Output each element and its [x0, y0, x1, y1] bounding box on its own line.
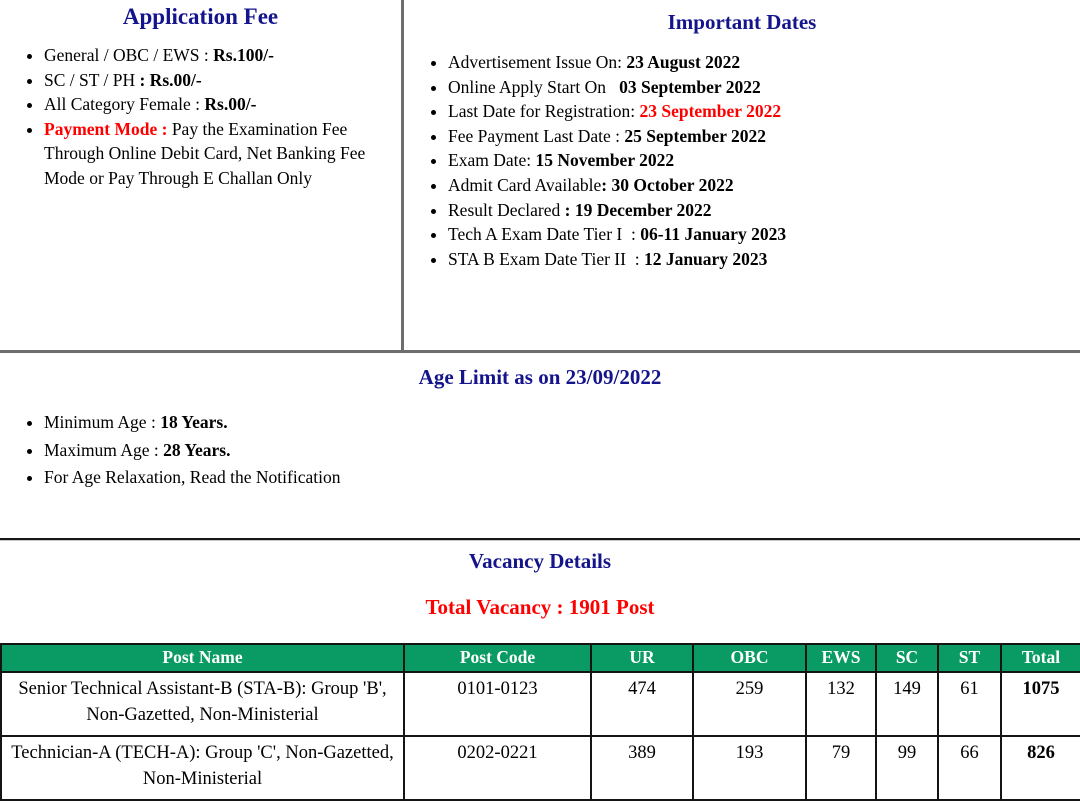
header-ews: EWS — [806, 644, 876, 672]
age-item-label: Minimum Age : — [44, 412, 161, 432]
table-row — [1, 736, 1080, 800]
header-post-code: Post Code — [404, 644, 591, 672]
vacancy-table-body — [1, 672, 1080, 800]
date-item-value: 06-11 January 2023 — [640, 224, 787, 245]
st-cell: 66 — [938, 736, 1001, 800]
age-item-label: For Age Relaxation, Read the Notification — [44, 467, 341, 487]
section-divider — [0, 538, 1080, 541]
date-item-label: Last Date for Registration: — [448, 101, 640, 122]
date-item-label: Fee Payment Last Date : — [448, 125, 625, 146]
date-item-last-registration — [448, 99, 1080, 124]
date-item-admit-card — [448, 173, 1080, 198]
fee-item-value: Rs.00/- — [204, 94, 257, 115]
header-post-name: Post Name — [1, 644, 404, 672]
date-item-fee-last — [448, 124, 1080, 149]
obc-cell: 259 — [693, 672, 806, 736]
age-limit-section — [0, 365, 1080, 492]
table-row — [1, 672, 1080, 736]
post-code-cell: 0202-0221 — [404, 736, 591, 800]
date-item-label: Result Declared — [448, 199, 565, 220]
age-item-maximum — [44, 437, 1080, 465]
ews-cell: 132 — [806, 672, 876, 736]
date-item-label: Advertisement Issue On: — [448, 52, 627, 72]
important-dates-title: Important Dates — [667, 10, 817, 34]
date-item-advertisement — [448, 50, 1080, 75]
age-item-value: 18 Years. — [160, 412, 228, 432]
fee-item-value: Rs.100/- — [213, 45, 274, 65]
header-st: ST — [938, 644, 1001, 672]
date-item-value: 15 November 2022 — [535, 150, 675, 171]
date-item-label: Admit Card Available — [448, 174, 602, 195]
ur-cell: 389 — [591, 736, 693, 800]
age-limit-list — [0, 409, 1080, 492]
header-total: Total — [1001, 644, 1080, 672]
age-item-minimum — [44, 409, 1080, 437]
payment-mode-text: Pay the Examination Fee Through Online Debit Card, Net Banking Fee Mode or Pay Through E Challan Only — [44, 118, 366, 188]
important-dates-section — [404, 0, 1080, 350]
vacancy-section — [0, 549, 1080, 801]
important-dates-list — [404, 50, 1080, 271]
fee-item-general — [44, 43, 401, 68]
date-item-value: : 30 October 2022 — [601, 174, 734, 195]
age-item-relaxation — [44, 464, 1080, 492]
date-item-sta-b-tier2 — [448, 247, 1080, 272]
table-header-row — [1, 644, 1080, 672]
fee-item-sc-st-ph — [44, 68, 401, 93]
obc-cell: 193 — [693, 736, 806, 800]
vacancy-details-title: Vacancy Details — [468, 548, 612, 573]
date-item-value: : 19 December 2022 — [564, 199, 712, 220]
date-item-tech-a-tier1 — [448, 222, 1080, 247]
application-fee-section — [0, 0, 404, 350]
date-item-label: Tech A Exam Date Tier I : — [448, 224, 641, 245]
sc-cell: 149 — [876, 672, 938, 736]
total-cell: 826 — [1001, 736, 1080, 800]
header-ur: UR — [591, 644, 693, 672]
date-item-value: 23 August 2022 — [626, 52, 741, 72]
total-cell: 1075 — [1001, 672, 1080, 736]
date-item-label: STA B Exam Date Tier II : — [448, 248, 644, 269]
fee-item-label: All Category Female : — [44, 94, 205, 115]
fee-item-payment-mode — [44, 117, 401, 191]
date-item-value: 12 January 2023 — [643, 248, 768, 269]
date-item-label: Online Apply Start On — [448, 76, 620, 97]
application-fee-list — [0, 43, 401, 191]
age-item-value: 28 Years. — [163, 439, 231, 460]
date-item-value: 03 September 2022 — [619, 76, 761, 97]
application-fee-title: Application Fee — [122, 4, 279, 29]
fee-item-label: SC / ST / PH — [44, 69, 140, 90]
fee-item-value: : Rs.00/- — [139, 69, 202, 90]
date-item-result — [448, 198, 1080, 223]
post-name-cell: Technician-A (TECH-A): Group 'C', Non-Gazetted, Non-Ministerial — [1, 736, 404, 800]
vacancy-table-head — [1, 644, 1080, 672]
fee-item-label: General / OBC / EWS : — [44, 45, 214, 65]
date-item-label: Exam Date: — [448, 150, 536, 171]
post-name-cell: Senior Technical Assistant-B (STA-B): Group 'B', Non-Gazetted, Non-Ministerial — [1, 672, 404, 736]
top-two-column-section — [0, 0, 1080, 353]
vacancy-table — [0, 643, 1080, 801]
date-item-value-red: 23 September 2022 — [639, 101, 782, 122]
age-limit-title: Age Limit as on 23/09/2022 — [418, 365, 662, 389]
payment-mode-label: Payment Mode : — [44, 118, 172, 139]
date-item-exam — [448, 148, 1080, 173]
post-code-cell: 0101-0123 — [404, 672, 591, 736]
header-obc: OBC — [693, 644, 806, 672]
sc-cell: 99 — [876, 736, 938, 800]
ews-cell: 79 — [806, 736, 876, 800]
ur-cell: 474 — [591, 672, 693, 736]
date-item-apply-start — [448, 75, 1080, 100]
age-item-label: Maximum Age : — [44, 439, 164, 460]
date-item-value: 25 September 2022 — [624, 125, 767, 146]
header-sc: SC — [876, 644, 938, 672]
st-cell: 61 — [938, 672, 1001, 736]
total-vacancy-text: Total Vacancy : 1901 Post — [425, 594, 655, 619]
fee-item-female — [44, 92, 401, 117]
